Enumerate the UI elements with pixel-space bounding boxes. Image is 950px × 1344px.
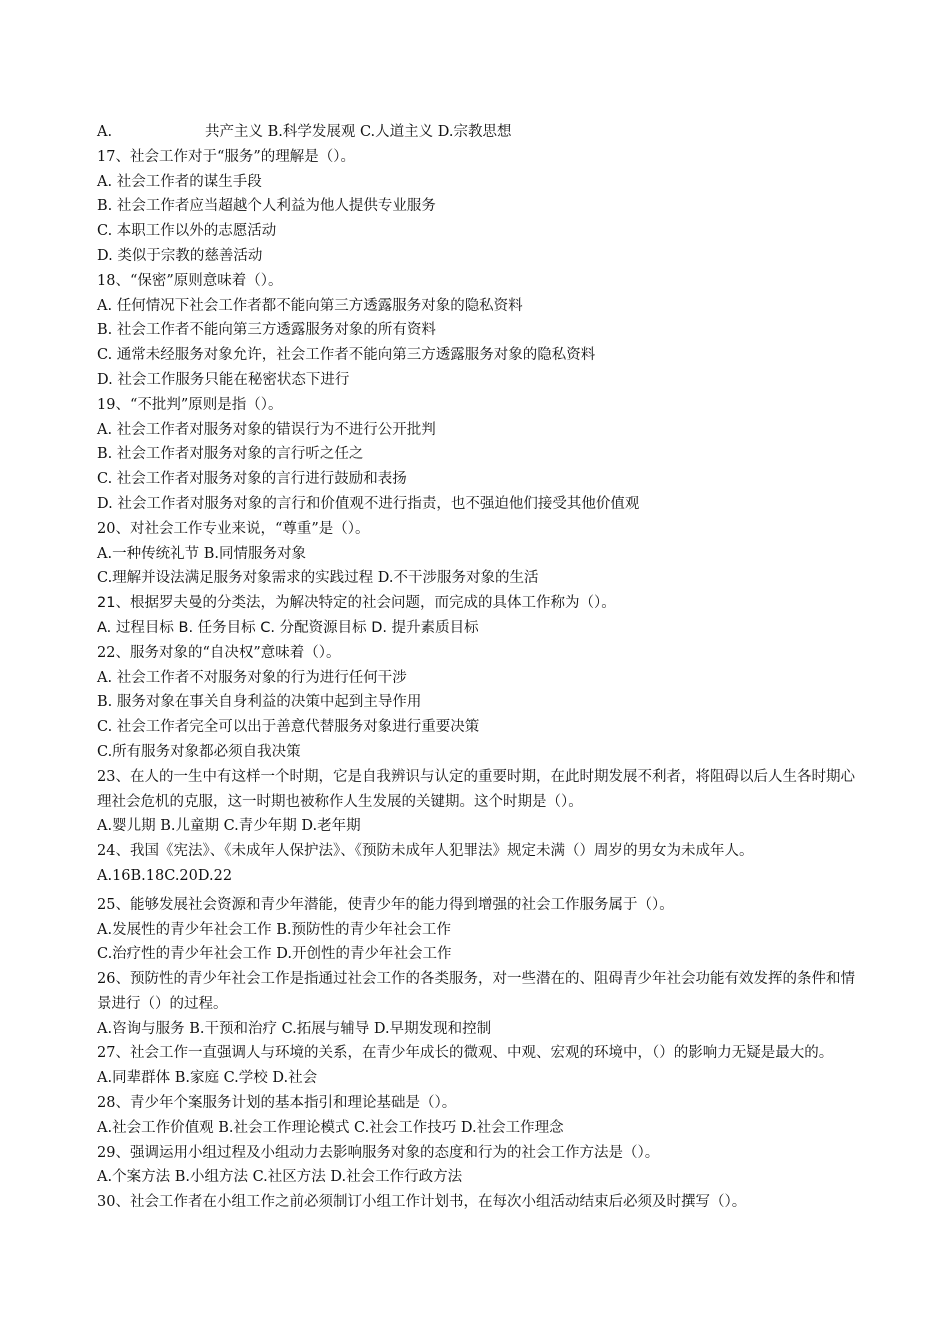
- question-29: 29、强调运用小组过程及小组动力去影响服务对象的态度和行为的社会工作方法是（）。: [97, 1144, 660, 1161]
- option-line: A. 任何情况下社会工作者都不能向第三方透露服务对象的隐私资料: [97, 297, 523, 314]
- option-line: A. 社会工作者不对服务对象的行为进行任何干涉: [97, 669, 407, 686]
- option-line: D. 社会工作者对服务对象的言行和价值观不进行指责，也不强迫他们接受其他价值观: [97, 495, 640, 512]
- question-28: 28、青少年个案服务计划的基本指引和理论基础是（）。: [97, 1095, 457, 1112]
- text-line: [97, 120, 867, 145]
- option-line: C. 通常未经服务对象允许，社会工作者不能向第三方透露服务对象的隐私资料: [97, 347, 596, 364]
- option-line: C. 社会工作者对服务对象的言行进行鼓励和表扬: [97, 471, 407, 488]
- option-line: C. 本职工作以外的志愿活动: [97, 223, 277, 240]
- option-line: B. 社会工作者对服务对象的言行听之任之: [97, 446, 364, 463]
- option-text: 共产主义 B.科学发展观 C.人道主义 D.宗教思想: [205, 124, 512, 140]
- question-27: 27、社会工作一直强调人与环境的关系，在青少年成长的微观、中观、宏观的环境中，（）的影响力无疑是最大的。: [97, 1045, 834, 1062]
- option-line: C.理解并设法满足服务对象需求的实践过程 D.不干涉服务对象的生活: [97, 570, 539, 587]
- option-line: A. 社会工作者的谋生手段: [97, 173, 262, 190]
- option-line: A.16B.18C.20D.22: [97, 867, 233, 884]
- option-line: D. 社会工作服务只能在秘密状态下进行: [97, 371, 350, 388]
- question-22: 22、服务对象的“自决权”意味着（）。: [97, 644, 341, 661]
- question-20: 20、对社会工作专业来说，“尊重”是（）。: [97, 520, 370, 537]
- question-24: 24、我国《宪法》、《未成年人保护法》、《预防未成年人犯罪法》规定未满（）周岁的男女为未成年人。: [97, 843, 754, 860]
- question-23: 23、在人的一生中有这样一个时期，它是自我辨识与认定的重要时期，在此时期发展不利者，将阻碍以后人生各时期心理社会危机的克服，这一时期也被称作人生发展的关键期。这个时期是（）。: [97, 768, 855, 810]
- option-marker: A.: [97, 124, 113, 140]
- option-line: C.治疗性的青少年社会工作 D.开创性的青少年社会工作: [97, 946, 452, 963]
- question-26: 26、预防性的青少年社会工作是指通过社会工作的各类服务，对一些潜在的、阻碍青少年社会功能有效发挥的条件和情景进行（）的过程。: [97, 971, 855, 1012]
- option-line: A.发展性的青少年社会工作 B.预防性的青少年社会工作: [97, 921, 451, 938]
- question-21: 21、根据罗夫曼的分类法，为解决特定的社会问题，而完成的具体工作称为（）。: [97, 595, 616, 612]
- option-line: C.所有服务对象都必须自我决策: [97, 743, 301, 760]
- option-line: A.个案方法 B.小组方法 C.社区方法 D.社会工作行政方法: [97, 1169, 463, 1186]
- option-line: A.社会工作价值观 B.社会工作理论模式 C.社会工作技巧 D.社会工作理念: [97, 1119, 564, 1136]
- question-19: 19、“不批判”原则是指（）。: [97, 396, 283, 413]
- question-25: 25、能够发展社会资源和青少年潜能，使青少年的能力得到增强的社会工作服务属于（）。: [97, 896, 674, 913]
- option-line: A. 社会工作者对服务对象的错误行为不进行公开批判: [97, 421, 436, 438]
- option-line: A.同辈群体 B.家庭 C.学校 D.社会: [97, 1070, 318, 1087]
- option-line: B. 社会工作者应当超越个人利益为他人提供专业服务: [97, 198, 436, 215]
- question-30: 30、社会工作者在小组工作之前必须制订小组工作计划书，在每次小组活动结束后必须及时撰写（）。: [97, 1194, 747, 1211]
- option-line: A.咨询与服务 B.干预和治疗 C.拓展与辅导 D.早期发现和控制: [97, 1020, 492, 1037]
- option-line: C. 社会工作者完全可以出于善意代替服务对象进行重要决策: [97, 719, 480, 736]
- option-line: B. 服务对象在事关自身利益的决策中起到主导作用: [97, 694, 422, 711]
- option-line: D. 类似于宗教的慈善活动: [97, 247, 263, 264]
- option-line: A.婴儿期 B.儿童期 C.青少年期 D.老年期: [97, 818, 361, 835]
- option-line: A.一种传统礼节 B.同情服务对象: [97, 545, 306, 562]
- question-17: 17、社会工作对于“服务”的理解是（）。: [97, 148, 356, 165]
- document-body: [97, 120, 867, 1215]
- option-line: B. 社会工作者不能向第三方透露服务对象的所有资料: [97, 322, 436, 339]
- option-line: A. 过程目标 B. 任务目标 C. 分配资源目标 D. 提升素质目标: [97, 619, 479, 636]
- question-18: 18、“保密”原则意味着（）。: [97, 272, 283, 289]
